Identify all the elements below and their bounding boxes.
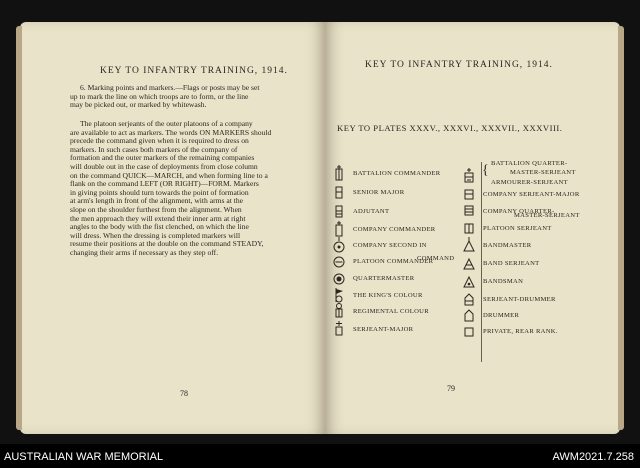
serjeant-major-symbol <box>333 321 345 337</box>
archive-footer <box>0 444 640 468</box>
page-edges-left <box>16 26 22 430</box>
quartermaster-symbol <box>333 270 345 286</box>
text-line: will double out in the case of deployments from close column <box>70 161 258 171</box>
key-item-platoon-commander <box>333 253 433 269</box>
left-page-header: KEY TO INFANTRY TRAINING, 1914. <box>100 66 288 76</box>
text-line: angles to the body with the fist clenched, on which the line <box>70 222 249 232</box>
bandmaster-symbol <box>463 237 475 253</box>
text-line: at arm's length in front of the alignment, with arms at the <box>70 196 244 206</box>
key-label-continuation: COMMAND <box>417 255 455 262</box>
key-item-serjeant-major <box>333 321 413 337</box>
text-line: resume their positions at the double on the command STEADY, <box>70 239 264 249</box>
company-serjeant-major-symbol <box>463 186 475 202</box>
key-label: BANDMASTER <box>483 241 532 249</box>
key-label: BATTALION QUARTER- <box>491 160 568 167</box>
key-item-bandsman <box>463 273 523 289</box>
text-line: precede the command given when it is required to dress on <box>70 136 249 146</box>
key-label: SERJEANT-MAJOR <box>353 325 414 333</box>
platoon-serjeant-symbol <box>463 220 475 236</box>
key-label: REGIMENTAL COLOUR <box>353 307 429 315</box>
private-symbol <box>463 323 475 339</box>
key-label: BATTALION COMMANDER <box>353 169 441 177</box>
key-label: THE KING'S COLOUR <box>353 291 423 299</box>
serjeant-drummer-symbol <box>463 291 475 307</box>
text-line: are available to act as markers. The words ON MARKERS should <box>70 127 272 137</box>
key-label: SENIOR MAJOR <box>353 188 405 196</box>
paragraph-platoon-serjeants <box>70 120 318 258</box>
key-label: COMPANY SECOND IN <box>353 241 427 249</box>
kings-colour-symbol <box>333 287 345 303</box>
battalion-qm-serjeant-symbol <box>463 168 475 184</box>
accession-number: AWM2021.7.258 <box>552 451 634 463</box>
right-page-header: KEY TO INFANTRY TRAINING, 1914. <box>365 60 553 70</box>
drummer-symbol <box>463 307 475 323</box>
key-label-continuation: MASTER-SERJEANT <box>514 212 580 219</box>
text-line: on the command QUICK—MARCH, and when forming line to a <box>70 170 268 180</box>
key-label: PLATOON SERJEANT <box>483 224 552 232</box>
key-item-adjutant <box>333 203 389 219</box>
key-label: QUARTERMASTER <box>353 274 415 282</box>
key-item-bandmaster <box>463 237 531 253</box>
key-item-private-rear-rank <box>463 323 558 339</box>
key-label-continuation: MASTER-SERJEANT <box>510 169 576 176</box>
left-page <box>20 22 325 434</box>
key-item-company-commander <box>333 221 435 237</box>
left-page-number: 78 <box>180 389 188 398</box>
adjutant-symbol <box>333 203 345 219</box>
text-line: markers. In such cases both markers of the company of <box>70 144 238 154</box>
bracket-glyph: { <box>482 163 489 178</box>
key-item-battalion-commander <box>333 165 440 181</box>
institution-name: AUSTRALIAN WAR MEMORIAL <box>4 451 164 463</box>
key-item-kings-colour <box>333 287 423 303</box>
text-line: 6. Marking points and markers.—Flags or posts may be set <box>80 83 260 92</box>
text-line: The platoon serjeants of the outer platoons of a company <box>80 119 253 128</box>
platoon-commander-symbol <box>333 253 345 269</box>
company-qm-serjeant-symbol <box>463 203 475 219</box>
text-line: in giving points should turn towards the point of formation <box>70 187 249 197</box>
page-edges-right <box>618 26 624 430</box>
regimental-colour-symbol <box>333 303 345 319</box>
band-serjeant-symbol <box>463 255 475 271</box>
battalion-commander-symbol <box>333 165 345 181</box>
key-label: ADJUTANT <box>353 207 390 215</box>
key-item-senior-major <box>333 184 404 200</box>
text-line: changing their arms if necessary as they step off. <box>70 247 219 257</box>
key-label: PRIVATE, REAR RANK. <box>483 327 558 335</box>
key-item-company-serjeant-major <box>463 186 580 202</box>
text-line: flank on the command LEFT (OR RIGHT)—FORM. Markers <box>70 179 259 189</box>
key-item-battalion-qm-serjeant <box>463 168 475 184</box>
right-page <box>325 22 620 434</box>
text-line: slope on the shoulder furthest from the alignment. When <box>70 204 242 214</box>
key-label: BAND SERJEANT <box>483 259 540 267</box>
open-book <box>20 22 620 434</box>
key-label: BANDSMAN <box>483 277 524 285</box>
text-line: up to mark the line on which troops are to form, or the line <box>70 91 249 101</box>
key-label: SERJEANT-DRUMMER <box>483 295 556 303</box>
key-item-platoon-serjeant <box>463 220 552 236</box>
key-item-band-serjeant <box>463 255 539 271</box>
key-item-company-second <box>333 237 427 253</box>
text-line: may be picked out, or marked by whitewash. <box>70 100 207 110</box>
text-line: the men approach they will extend their inner arm at right <box>70 213 246 223</box>
text-line: formation and the outer markers of the remaining companies <box>70 153 255 163</box>
key-label: PLATOON COMMANDER <box>353 257 434 265</box>
key-label: DRUMMER <box>483 311 520 319</box>
key-label: COMPANY COMMANDER <box>353 225 436 233</box>
company-second-symbol <box>333 237 345 253</box>
key-item-drummer <box>463 307 519 323</box>
key-label: ARMOURER-SERJEANT <box>491 179 568 186</box>
key-label: COMPANY QUARTER- <box>483 207 555 215</box>
key-item-regimental-colour <box>333 303 429 319</box>
senior-major-symbol <box>333 184 345 200</box>
key-item-quartermaster <box>333 270 414 286</box>
plates-key-subheader: KEY TO PLATES XXXV., XXXVI., XXXVII., XXXVIII. <box>337 123 563 133</box>
right-page-number: 79 <box>447 384 455 393</box>
company-commander-symbol <box>333 221 345 237</box>
bandsman-symbol <box>463 273 475 289</box>
paragraph-marking-points <box>70 84 318 110</box>
key-label: COMPANY SERJEANT-MAJOR <box>483 190 580 198</box>
text-line: will dress. When the dressing is completed markers will <box>70 230 241 240</box>
key-item-serjeant-drummer <box>463 291 556 307</box>
